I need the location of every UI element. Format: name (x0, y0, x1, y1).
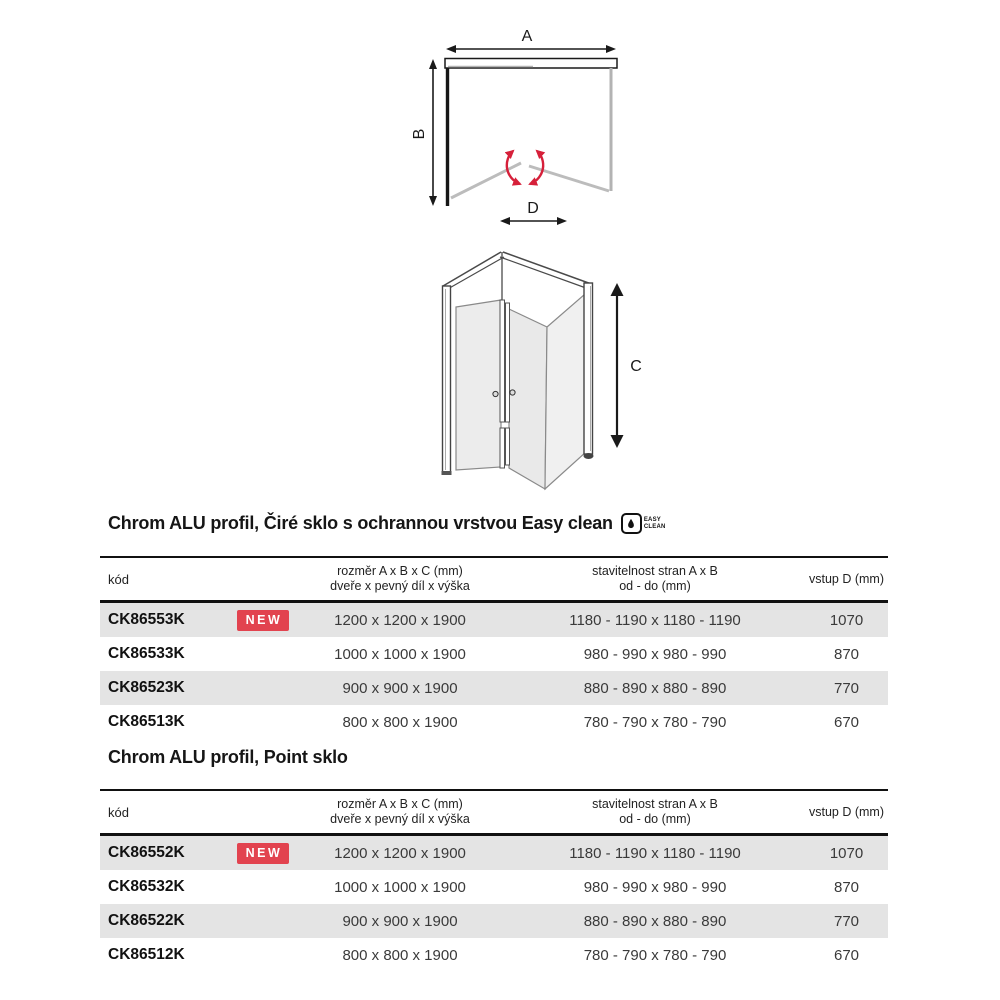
table-row (100, 637, 888, 671)
easy-clean-label-line2: CLEAN (643, 523, 666, 530)
entry-width-value: 770 (833, 912, 860, 930)
dimensions-value: 1200 x 1200 x 1900 (334, 844, 466, 862)
entry-width-value: 770 (833, 679, 860, 697)
top-rail-left-outer (443, 252, 501, 286)
product-code: CK86522K (108, 912, 185, 929)
product-code: CK86552K (108, 844, 185, 861)
new-badge: NEW (237, 843, 289, 864)
badge-cell (237, 843, 295, 864)
easy-clean-label-line1: EASY (643, 517, 661, 523)
adjustability-value: 1180 - 1190 x 1180 - 1190 (569, 844, 741, 862)
plan-view-diagram (405, 22, 675, 232)
adjustability-value: 780 - 790 x 780 - 790 (583, 946, 727, 964)
table-row (100, 904, 888, 938)
product-code: CK86553K (108, 611, 185, 628)
table-header-row (100, 789, 888, 836)
droplet-icon (621, 513, 642, 534)
enclosure-3d-diagram (430, 245, 680, 495)
dim-arrow-a-left-head (446, 45, 456, 53)
dim-label-c: C (630, 358, 642, 375)
top-rail-right-inner (500, 257, 586, 288)
center-profile-right-lower (506, 428, 510, 465)
left-door-glass (456, 300, 501, 470)
left-door-handle (493, 391, 498, 396)
entry-width-value: 870 (833, 645, 860, 663)
section-title-point-glass-text: Chrom ALU profil, Point sklo (108, 747, 348, 767)
product-code: CK86513K (108, 713, 185, 730)
dim-arrow-a-right-head (606, 45, 616, 53)
entry-width-value: 670 (833, 713, 860, 731)
col-header-adjustability-line1: stavitelnost stran A x B (592, 564, 718, 578)
left-profile-foot (442, 471, 452, 475)
col-header-dimensions-line2: dveře x pevný díl x výška (330, 812, 470, 826)
col-header-adjustability (505, 797, 805, 827)
col-header-dimensions-line2: dveře x pevný díl x výška (330, 579, 470, 593)
entry-width-value: 1070 (829, 844, 864, 862)
dimensions-value: 800 x 800 x 1900 (342, 946, 458, 964)
col-header-entry: vstup D (mm) (809, 804, 884, 819)
col-header-adjustability-line2: od - do (mm) (619, 579, 691, 593)
open-door-right (529, 166, 609, 191)
table-row (100, 705, 888, 739)
dim-arrow-c-top-head (611, 283, 624, 296)
entry-width-value: 1070 (829, 611, 864, 629)
table-point-glass (100, 789, 888, 972)
table-row (100, 870, 888, 904)
center-profile-right-upper (506, 303, 510, 422)
adjustability-value: 880 - 890 x 880 - 890 (583, 679, 727, 697)
col-header-dimensions-line1: rozměr A x B x C (mm) (337, 564, 463, 578)
col-header-code: kód (108, 804, 129, 820)
dimensions-value: 1000 x 1000 x 1900 (334, 878, 466, 896)
adjustability-value: 780 - 790 x 780 - 790 (583, 713, 727, 731)
section-title-clear-glass (108, 513, 666, 534)
product-code: CK86533K (108, 645, 185, 662)
adjustability-value: 980 - 990 x 980 - 990 (583, 645, 727, 663)
dim-arrow-b-top-head (429, 59, 437, 69)
open-door-left (451, 163, 521, 198)
col-header-entry: vstup D (mm) (809, 571, 884, 586)
easy-clean-label (644, 517, 666, 530)
center-profile-left-lower (500, 428, 505, 468)
product-code: CK86512K (108, 946, 185, 963)
left-wall-profile (443, 286, 451, 473)
adjustability-value: 1180 - 1190 x 1180 - 1190 (569, 611, 741, 629)
top-rail-right-outer (503, 252, 590, 284)
right-profile-foot (584, 453, 594, 459)
dimensions-value: 900 x 900 x 1900 (342, 679, 458, 697)
table-header-row (100, 556, 888, 603)
top-rail-left-inner (446, 257, 504, 290)
product-code: CK86523K (108, 679, 185, 696)
easy-clean-badge (621, 513, 666, 534)
dim-label-d: D (527, 200, 539, 217)
dimensions-value: 800 x 800 x 1900 (342, 713, 458, 731)
center-profile-left-upper (500, 300, 505, 422)
adjustability-value: 980 - 990 x 980 - 990 (583, 878, 727, 896)
dim-label-a: A (521, 28, 533, 45)
dim-label-b: B (411, 128, 428, 140)
col-header-adjustability-line1: stavitelnost stran A x B (592, 797, 718, 811)
table-clear-glass (100, 556, 888, 739)
dim-arrow-c-bottom-head (611, 435, 624, 448)
product-code: CK86532K (108, 878, 185, 895)
col-header-code: kód (108, 571, 129, 587)
dimensions-value: 1000 x 1000 x 1900 (334, 645, 466, 663)
right-fixed-glass (545, 294, 586, 489)
col-header-dimensions-line1: rozměr A x B x C (mm) (337, 797, 463, 811)
dimensions-value: 900 x 900 x 1900 (342, 912, 458, 930)
right-door-handle (510, 390, 515, 395)
badge-cell (237, 610, 295, 631)
col-header-dimensions (295, 797, 505, 827)
adjustability-value: 880 - 890 x 880 - 890 (583, 912, 727, 930)
dim-arrow-d-right-head (557, 217, 567, 225)
col-header-dimensions (295, 564, 505, 594)
new-badge: NEW (237, 610, 289, 631)
col-header-adjustability-line2: od - do (mm) (619, 812, 691, 826)
entry-width-value: 670 (833, 946, 860, 964)
dimensions-value: 1200 x 1200 x 1900 (334, 611, 466, 629)
col-header-adjustability (505, 564, 805, 594)
dim-arrow-b-bottom-head (429, 196, 437, 206)
section-title-clear-glass-text: Chrom ALU profil, Čiré sklo s ochrannou vrstvou Easy clean (108, 513, 613, 533)
right-wall-profile (584, 283, 593, 454)
table-row (100, 836, 888, 870)
table-row (100, 938, 888, 972)
section-title-point-glass (108, 747, 348, 768)
right-door-glass (509, 309, 547, 489)
entry-width-value: 870 (833, 878, 860, 896)
table-row (100, 671, 888, 705)
dim-arrow-d-left-head (500, 217, 510, 225)
table-row (100, 603, 888, 637)
